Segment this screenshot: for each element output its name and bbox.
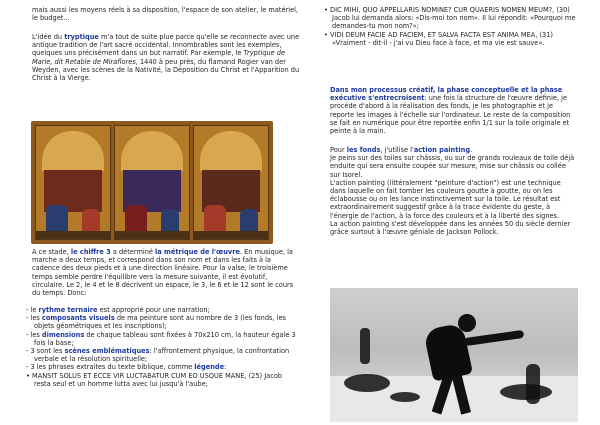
metric-paragraph	[32, 248, 300, 297]
tryptique-term: tryptique	[64, 33, 99, 41]
action-painting-term: action painting	[413, 146, 471, 154]
chiffre-term: le chiffre 3	[70, 248, 111, 256]
metric-text-a: A ce stade,	[32, 248, 71, 256]
triptych-image	[31, 121, 273, 244]
triptych-panel-center	[114, 125, 190, 240]
list-item: - les dimensions de chaque tableau sont fixées à 70x210 cm, la hauteur égale 3 fois la base;	[26, 330, 296, 347]
metric-text-b: a déterminé	[110, 248, 156, 256]
fonds-term: les fonds	[346, 146, 381, 154]
triptych-text-a: L'idée du	[32, 33, 65, 41]
latin-bullets	[324, 6, 578, 47]
triptych-panel-left	[35, 125, 111, 240]
triptych-text-c: , 1440 à peu près, du flamand Rogier van der Weyden, avec les scènes de la Nativité, la Déposition du Christ et l'Apparition du Christ à la Vierge.	[32, 57, 300, 83]
list-item: - le rythme ternaire est approprié pour une narration;	[26, 306, 210, 314]
ternary-list	[26, 306, 298, 388]
action-painting-text: L'action painting (littéralement "peinture d'action") est une technique dans laquelle on fait tomber les couleurs goutte à goutte, ou on les éclabousse ou on les lance instinctivement sur la toile. Le résultat est extraordinairement suggestif grâce à la trace évidente du geste, à l'énergie de l'action, à la force des couleurs et à la liberté des signes.	[330, 178, 561, 220]
list-item: • DIC MIHI, QUO APPELLARIS NOMINE? CUR QUAERIS NOMEN MEUM?, (30) Jacob lui demanda alors: «Dis-moi ton nom». Il lui répondit: «Pourquoi me demandes-tu mon nom?»;	[324, 6, 576, 31]
artwork-title: Tryptique de Marie, dit Retable de Miraflores	[32, 49, 286, 66]
legend-bullet: • MANSIT SOLUS ET ECCE VIR LUCTABATUR CUM EO USQUE MANE, (25) Jacob resta seul et un homme lutta avec lui jusqu'à l'aube;	[26, 371, 283, 388]
list-item: - 3 les phrases extraites du texte biblique, comme légende:	[26, 363, 227, 372]
list-item: • VIDI DEUM FACIE AD FACIEM, ET SALVA FACTA EST ANIMA MEA, (31) «Vraiment - dit-il - j'ai vu Dieu face à face, et ma vie est sauve».	[324, 30, 553, 47]
process-paragraph	[330, 86, 578, 135]
process-text: : une fois la structure de l'œuvre définie, je procède d'abord à la réalisation des fonds, je les photographie et je reporte les images à l'échelle sur l'ordinateur. Le reste de la composition se fait en numérique pour être reportée enfin 1/1 sur la toile originale et peinte à la main.	[330, 94, 571, 136]
triptych-panel-right	[193, 125, 269, 240]
triptych-paragraph	[32, 33, 300, 82]
intro-paragraph: mais aussi les moyens réels à sa disposition, l'espace de son atelier, le matériel, le budget...	[32, 6, 299, 23]
action-painting-photo	[330, 288, 578, 422]
triptych-text-b: m'a tout de suite plue parce qu'elle se reconnecte avec une antique tradition de l'art sacré occidental. Innombrables sont les exemples, quelques uns précisément dans un but narratif. Par exemple, le	[32, 33, 300, 58]
metrique-term: la métrique de l'œuvre	[155, 248, 240, 256]
list-item: - les composants visuels de ma peinture sont au nombre de 3 (les fonds, les objets géométriques et les inscriptions);	[26, 314, 286, 331]
list-item: - 3 sont les scènes emblématiques: l'affrontement physique, la confrontation verbale et la résolution spirituelle;	[26, 347, 290, 364]
metric-text-c: . En musique, la marche a deux temps, et correspond dans son nom et dans les faits à la cadence des deux pieds et à une direction linéaire. Pour la valse, le troisième temps semble perdre l'équilibre vers la mesure suivante, il est évolutif, circulaire. Le 2, le 4 et le 8 décrivent un espace, le 3, le 6 et le 12 sont le cours du temps. Donc:	[32, 248, 294, 298]
pollock-text: La action painting s'est développée dans les années 50 du siècle dernier grâce surtout à l'œuvre géniale de Jackson Pollock.	[330, 219, 571, 237]
canvas-text: Je peins sur des toiles sur châssis, ou sur de grands rouleaux de toile déjà enduite qui sera ensuite coupée sur mesure, mise sur châssis ou collée sur Isorel.	[330, 154, 575, 179]
process-term: Dans mon processus créatif, la phase conceptuelle et la phase exécutive s'entrecroisent	[330, 86, 563, 103]
fonds-paragraph: Pour les fonds, j'utilise l'action painting. Je peins sur des toiles sur châssis, ou sur de grands rouleaux de toile déjà enduite qui sera ensuite coupée sur mesure, mise sur châssis ou collée sur Isorel. L'action painting (littéralement "peinture d'action") est une technique dans laquelle on fait tomber les couleurs goutte à goutte, ou on les éclabousse ou on les lance instinctivement sur la toile. Le résultat est extraordinairement suggestif grâce à la trace évidente du geste, à l'énergie de l'action, à la force des couleurs et à la liberté des signes. La action painting s'est développée dans les années 50 du siècle dernier grâce surtout à l'œuvre géniale de Jackson Pollock.	[330, 146, 575, 237]
